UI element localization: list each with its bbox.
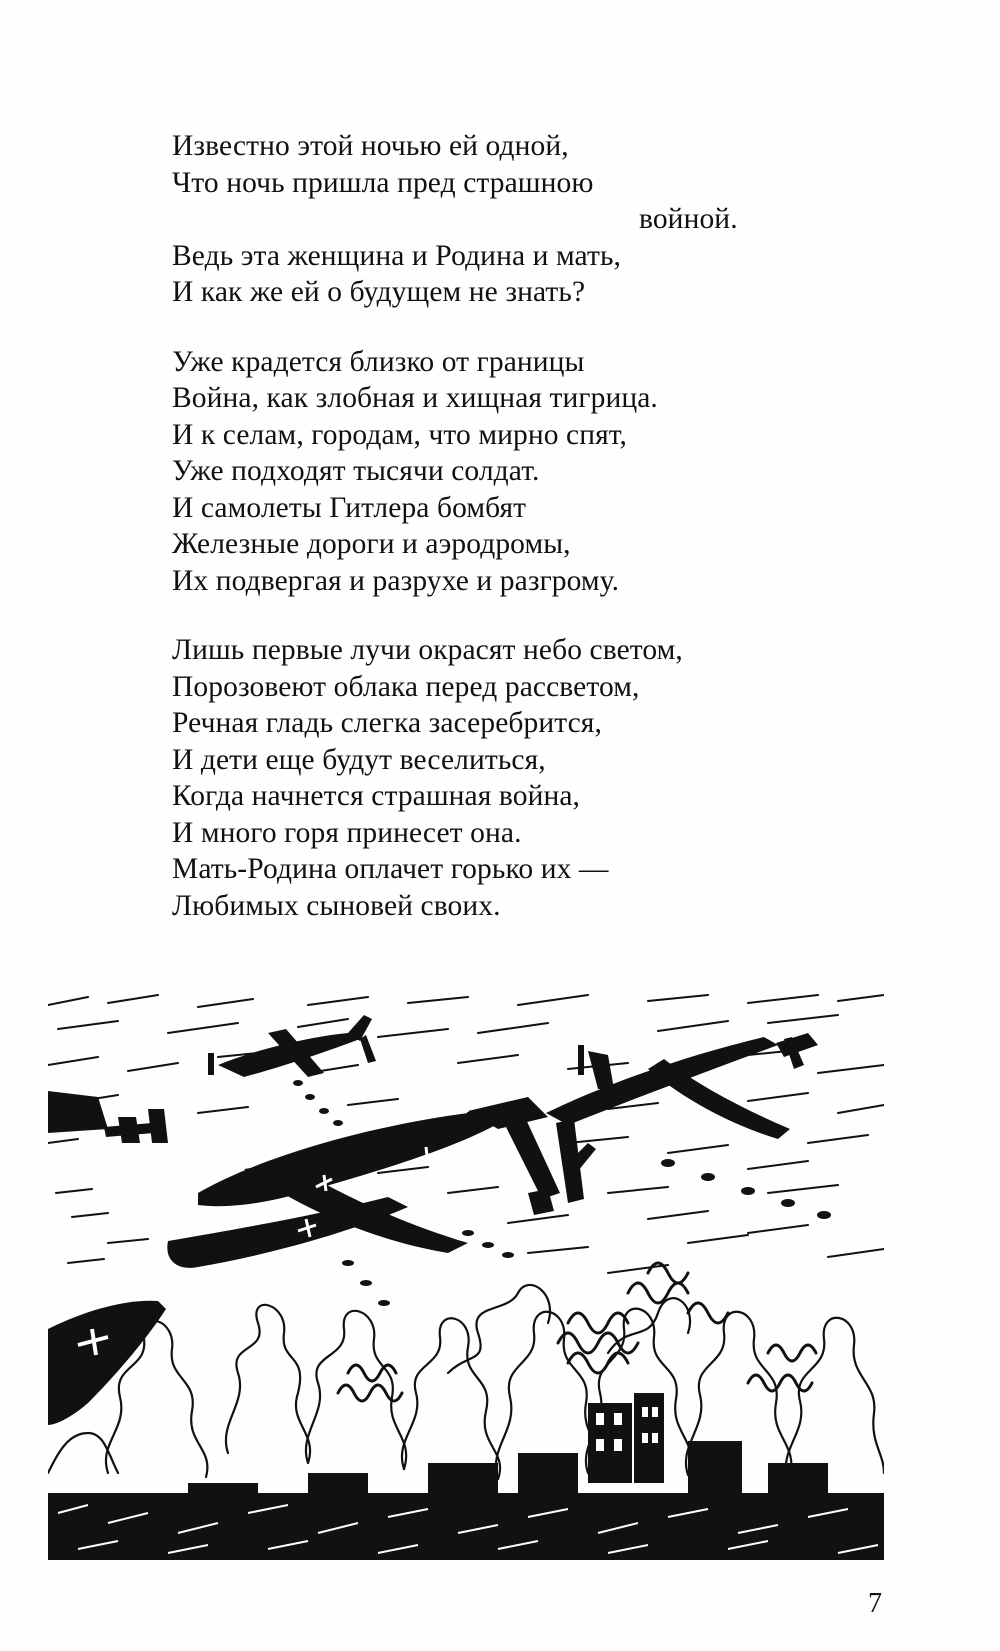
poem-line: И к селам, городам, что мирно спят, [172,418,628,451]
poem-line: Порозовеют облака перед рассветом, [172,670,640,703]
poem-line-continuation: войной. [639,203,738,235]
poem-line: Известно этой ночью ей одной, [172,130,569,162]
village-buildings [188,1393,828,1509]
bomber-top-right [546,1033,818,1139]
poem-line: И много горя принесет она. [172,816,522,849]
bombers-over-burning-village-illustration [48,993,884,1560]
poem-line: Любимых сыновей своих. [172,889,501,922]
poem-line: Война, как злобная и хищная тигрица. [172,382,658,414]
poem-line: Речная гладь слегка засеребрится, [172,707,602,739]
stanza-1 [172,128,772,311]
poem-line: Железные дороги и аэродромы, [172,528,571,560]
bomber-left-edge [48,1091,168,1143]
stanza-3 [172,632,772,924]
poem-line: И самолеты Гитлера бомбят [172,491,527,524]
poem-line: Когда начнется страшная война, [172,780,581,812]
smoke-shading [338,1263,816,1401]
poem-line: Мать-Родина оплачет горько их — [172,853,609,885]
poem-line: Их подвергая и разрухе и разгрому. [172,564,620,597]
poem-line: Ведь эта женщина и Родина и мать, [172,239,621,272]
ground [48,1493,884,1560]
bomber-large-center [167,1097,596,1268]
poem-line: Что ночь пришла пред страшною [172,166,594,199]
poem-line: Лишь первые лучи окрасят небо светом, [172,634,683,666]
bomber-bottom-left [48,1301,166,1425]
stanza-2 [172,344,772,600]
poem-line: Уже крадется близко от границы [172,345,585,378]
poem-line: Уже подходят тысячи солдат. [172,455,540,487]
burning-village [48,1285,884,1479]
poem-line: И дети еще будут веселиться, [172,743,546,776]
poem-line: И как же ей о будущем не знать? [172,276,586,308]
poem [172,128,772,957]
page-number: 7 [868,1588,882,1619]
